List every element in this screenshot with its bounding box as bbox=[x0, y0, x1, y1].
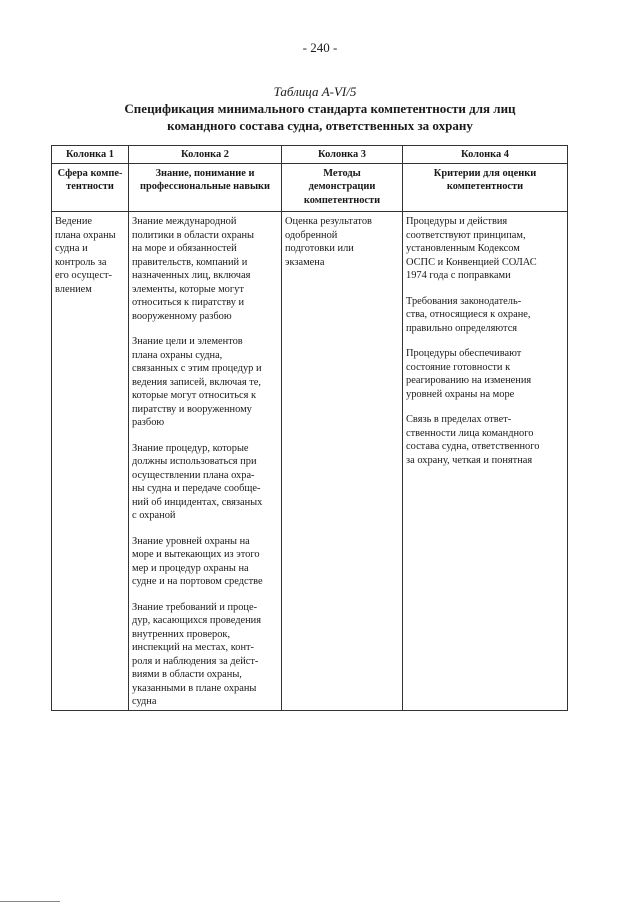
knowledge-item: Знание требований и проце- дур, касающихся проведения внутренних проверок, инспекций на местах, конт- роля и наблюдения за дейст- виями в области охраны, указанными в плане охраны судна bbox=[132, 601, 262, 707]
knowledge-item: Знание цели и элементов плана охраны судна, связанных с этим процедур и ведения записей, включая те, которые могут относиться к пиратству и вооруженному разбою bbox=[132, 336, 262, 428]
criteria-item: Связь в пределах ответ- ственности лица командного состава судна, ответственного за охрану, четкая и понятная bbox=[406, 414, 540, 466]
table-reference: Таблица A-VI/5 bbox=[273, 84, 357, 99]
knowledge-item: Знание международной политики в области охраны на море и обязанностей правительств, компаний и назначенных лиц, включая элементы, которые могут относиться к пиратству и вооруженному разбою bbox=[132, 216, 254, 322]
column-heading-row bbox=[52, 163, 568, 212]
methods-cell: Оценка результатов одобренной подготовки или экзамена bbox=[282, 212, 403, 711]
column-1-label: Колонка 1 bbox=[52, 146, 129, 164]
column-4-label: Колонка 4 bbox=[403, 146, 568, 164]
heading-competence: Сфера компе- тентности bbox=[52, 163, 129, 212]
footer-rule bbox=[0, 901, 60, 902]
knowledge-item: Знание уровней охраны на море и вытекающих из этого мер и процедур охраны на судне и на портовом средстве bbox=[132, 535, 263, 587]
title-line-1: Спецификация минимального стандарта компетентности для лиц bbox=[124, 101, 516, 116]
criteria-item: Требования законодатель- ства, относящиеся к охране, правильно определяются bbox=[406, 295, 531, 334]
column-2-label: Колонка 2 bbox=[129, 146, 282, 164]
heading-knowledge: Знание, понимание и профессиональные навыки bbox=[129, 163, 282, 212]
knowledge-cell bbox=[129, 212, 282, 711]
knowledge-item: Знание процедур, которые должны использоваться при осуществлении плана охра- ны судна и передаче сообще- ний об инцидентах, связаных с охраной bbox=[132, 442, 263, 521]
criteria-item: Процедуры обеспечивают состояние готовности к реагированию на изменения уровней охраны на море bbox=[406, 348, 532, 400]
title-line-2: командного состава судна, ответственных за охрану bbox=[167, 118, 473, 133]
competence-cell: Ведение плана охраны судна и контроль за его осущест- влением bbox=[52, 212, 129, 711]
table-row bbox=[52, 212, 568, 711]
table-title bbox=[100, 100, 540, 134]
page-number: - 240 - bbox=[302, 40, 338, 55]
criteria-cell bbox=[403, 212, 568, 711]
heading-criteria: Критерии для оценки компетентности bbox=[403, 163, 568, 212]
heading-methods: Методы демонстрации компетентности bbox=[282, 163, 403, 212]
criteria-item: Процедуры и действия соответствуют принципам, установленным Кодексом ОСПС и Конвенцией СОЛАС 1974 года с поправками bbox=[406, 216, 537, 281]
column-number-row bbox=[52, 146, 568, 164]
competence-table bbox=[51, 145, 568, 711]
column-3-label: Колонка 3 bbox=[282, 146, 403, 164]
